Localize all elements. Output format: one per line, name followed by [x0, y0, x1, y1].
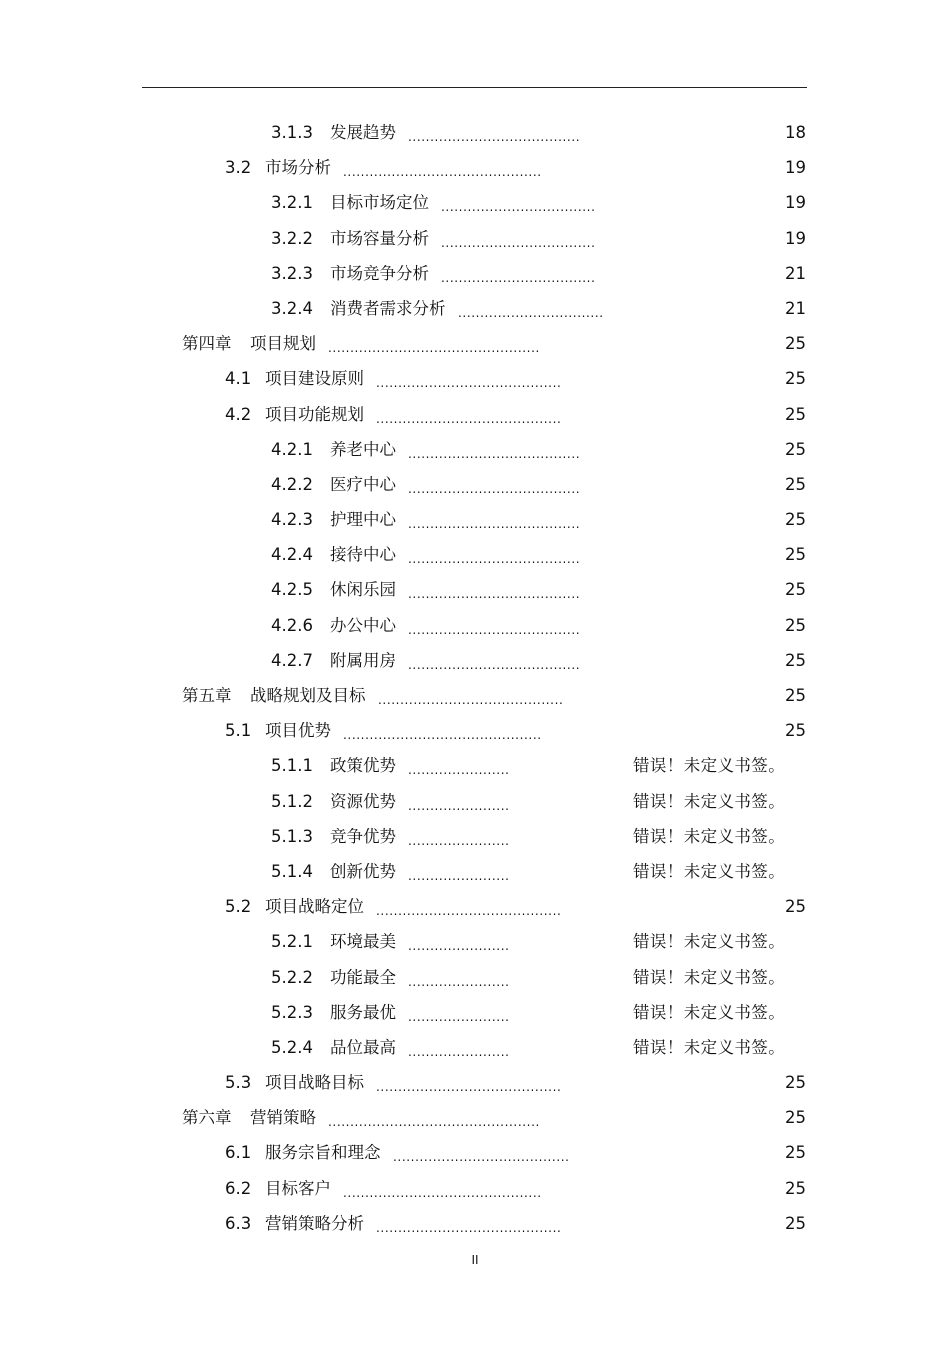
toc-entry-number: 4.2.5 — [271, 580, 313, 600]
toc-entry-title: 护理中心 — [330, 510, 396, 530]
toc-entry[interactable] — [0, 363, 950, 398]
toc-entry[interactable] — [0, 504, 950, 539]
toc-entry-page: 错误！未定义书签。 — [633, 791, 786, 811]
toc-entry-number: 第五章 — [182, 686, 232, 705]
toc-leader-dots: .......................................... — [378, 693, 564, 707]
toc-leader-dots: .......................................... — [376, 376, 562, 391]
toc-entry-number: 3.1.3 — [271, 123, 313, 142]
toc-leader-dots: ....................................... — [408, 587, 581, 602]
toc-entry-title: 市场容量分析 — [330, 228, 429, 248]
toc-entry[interactable] — [0, 856, 950, 891]
toc-entry-number: 3.2 — [225, 158, 252, 178]
toc-entry[interactable] — [0, 434, 950, 469]
toc-entry[interactable] — [0, 821, 950, 856]
toc-leader-dots: ................................................ — [328, 1115, 540, 1130]
toc-entry-title: 品位最高 — [330, 1037, 396, 1057]
toc-entry-title: 营销策略分析 — [265, 1213, 364, 1233]
toc-entry-number: 5.2.1 — [271, 932, 313, 952]
toc-leader-dots: ....................... — [408, 833, 510, 848]
toc-entry-page: 21 — [785, 298, 806, 318]
toc-entry[interactable] — [0, 786, 950, 821]
toc-entry-number: 4.1 — [225, 369, 252, 389]
toc-leader-dots: ....................... — [408, 763, 510, 778]
toc-entry-page: 25 — [785, 580, 806, 600]
toc-entry-title: 目标客户 — [265, 1178, 331, 1198]
toc-entry-page: 错误！未定义书签。 — [633, 861, 786, 881]
toc-leader-dots: ....................................... — [408, 446, 581, 461]
toc-entry[interactable] — [0, 1208, 950, 1243]
toc-entry-title: 项目优势 — [265, 721, 331, 741]
toc-entry-page: 25 — [785, 897, 806, 917]
toc-entry-title: 创新优势 — [330, 861, 396, 881]
toc-entry-page: 19 — [785, 158, 806, 178]
toc-entry-title: 养老中心 — [330, 439, 396, 459]
toc-leader-dots: ....................................... — [408, 622, 581, 637]
toc-entry-page: 25 — [785, 1143, 806, 1163]
toc-leader-dots: ....................... — [408, 939, 510, 954]
toc-entry-title: 项目建设原则 — [265, 369, 364, 389]
toc-leader-dots: .......................................... — [376, 904, 562, 919]
toc-entry-number: 5.3 — [225, 1073, 252, 1093]
toc-entry-number: 3.2.4 — [271, 298, 313, 318]
toc-leader-dots: ................................... — [441, 270, 596, 285]
toc-entry-title: 项目功能规划 — [265, 404, 364, 424]
toc-entry-title: 服务宗旨和理念 — [265, 1143, 381, 1163]
toc-leader-dots: ................................. — [458, 305, 604, 320]
toc-entry-number: 5.1.1 — [271, 756, 313, 776]
toc-entry[interactable] — [0, 574, 950, 609]
toc-entry[interactable] — [0, 645, 950, 680]
toc-leader-dots: ....................................... — [408, 130, 581, 144]
toc-leader-dots: ....................................... — [408, 552, 581, 567]
toc-entry-number: 4.2.7 — [271, 650, 313, 670]
toc-entry[interactable] — [0, 399, 950, 434]
toc-entry-title: 附属用房 — [330, 650, 396, 670]
toc-entry[interactable] — [0, 328, 950, 363]
toc-entry[interactable] — [0, 1173, 950, 1208]
toc-leader-dots: .......................................... — [376, 1080, 562, 1095]
toc-entry-number: 4.2.4 — [271, 545, 313, 565]
toc-entry-page: 25 — [785, 1073, 806, 1093]
toc-entry-title: 消费者需求分析 — [330, 298, 446, 318]
toc-entry-title: 功能最全 — [330, 967, 396, 987]
toc-entry-title: 政策优势 — [330, 756, 396, 776]
toc-entry-number: 4.2.2 — [271, 474, 313, 494]
toc-entry-page: 25 — [785, 1213, 806, 1233]
toc-entry[interactable] — [0, 891, 950, 926]
toc-leader-dots: ....................... — [408, 974, 510, 989]
toc-entry-page: 25 — [785, 404, 806, 424]
toc-entry-title: 发展趋势 — [330, 123, 396, 142]
toc-leader-dots: ....................... — [408, 868, 510, 883]
toc-entry-page: 18 — [785, 123, 806, 142]
toc-entry-page: 25 — [785, 369, 806, 389]
toc-entry-page: 错误！未定义书签。 — [633, 826, 786, 846]
table-of-contents — [0, 117, 950, 1243]
toc-entry-page: 错误！未定义书签。 — [633, 1002, 786, 1022]
toc-entry[interactable] — [0, 962, 950, 997]
toc-entry-page: 错误！未定义书签。 — [633, 932, 786, 952]
toc-entry-page: 25 — [785, 334, 806, 354]
toc-entry[interactable] — [0, 750, 950, 785]
toc-entry-number: 第四章 — [182, 334, 232, 354]
toc-leader-dots: ................................................ — [328, 341, 540, 356]
toc-entry[interactable] — [0, 997, 950, 1032]
toc-leader-dots: ....................... — [408, 798, 510, 813]
toc-entry-title: 战略规划及目标 — [250, 686, 366, 705]
toc-entry-number: 5.2.4 — [271, 1037, 313, 1057]
toc-entry[interactable] — [0, 610, 950, 645]
toc-entry-number: 3.2.1 — [271, 193, 313, 213]
toc-entry[interactable] — [0, 469, 950, 504]
toc-leader-dots: ....................... — [408, 1009, 510, 1024]
toc-entry-number: 5.1.3 — [271, 826, 313, 846]
toc-entry-page: 错误！未定义书签。 — [633, 1037, 786, 1057]
toc-entry-number: 4.2.3 — [271, 510, 313, 530]
toc-entry-title: 目标市场定位 — [330, 193, 429, 213]
toc-entry-page: 25 — [785, 474, 806, 494]
toc-entry-number: 6.2 — [225, 1178, 252, 1198]
toc-entry-number: 3.2.3 — [271, 263, 313, 283]
toc-entry[interactable] — [0, 1032, 950, 1067]
toc-leader-dots: ................................... — [441, 200, 596, 215]
toc-entry[interactable] — [0, 715, 950, 750]
toc-entry-page: 19 — [785, 228, 806, 248]
toc-leader-dots: ............................................. — [343, 1185, 542, 1200]
toc-entry-page: 25 — [785, 439, 806, 459]
toc-entry-number: 5.1.2 — [271, 791, 313, 811]
toc-entry-page: 25 — [785, 545, 806, 565]
toc-entry-title: 休闲乐园 — [330, 580, 396, 600]
toc-entry-number: 5.2.2 — [271, 967, 313, 987]
toc-entry-number: 5.1.4 — [271, 861, 313, 881]
toc-entry-title: 接待中心 — [330, 545, 396, 565]
toc-entry-number: 5.2 — [225, 897, 252, 917]
toc-entry-page: 25 — [785, 615, 806, 635]
toc-leader-dots: ............................................. — [343, 165, 542, 180]
toc-entry[interactable] — [0, 258, 950, 293]
toc-entry-number: 5.2.3 — [271, 1002, 313, 1022]
toc-entry-page: 25 — [785, 1108, 806, 1128]
toc-entry-number: 4.2.6 — [271, 615, 313, 635]
toc-entry-number: 3.2.2 — [271, 228, 313, 248]
toc-entry[interactable] — [0, 117, 950, 152]
toc-entry-number: 5.1 — [225, 721, 252, 741]
toc-entry[interactable] — [0, 152, 950, 187]
toc-entry-page: 21 — [785, 263, 806, 283]
toc-entry-title: 环境最美 — [330, 932, 396, 952]
toc-entry[interactable] — [0, 1067, 950, 1102]
toc-entry-title: 营销策略 — [250, 1108, 316, 1128]
toc-leader-dots: .......................................... — [376, 1220, 562, 1235]
toc-entry-title: 项目战略目标 — [265, 1073, 364, 1093]
toc-entry-title: 竞争优势 — [330, 826, 396, 846]
toc-entry-number: 第六章 — [182, 1108, 232, 1128]
toc-entry-page: 错误！未定义书签。 — [633, 756, 786, 776]
toc-leader-dots: ....................................... — [408, 657, 581, 672]
toc-entry[interactable] — [0, 187, 950, 222]
toc-entry-title: 市场分析 — [265, 158, 331, 178]
toc-entry[interactable] — [0, 539, 950, 574]
toc-leader-dots: ........................................ — [393, 1150, 570, 1165]
toc-entry[interactable] — [0, 223, 950, 258]
toc-entry-title: 医疗中心 — [330, 474, 396, 494]
toc-leader-dots: ....................................... — [408, 481, 581, 496]
toc-entry-title: 资源优势 — [330, 791, 396, 811]
toc-entry-title: 办公中心 — [330, 615, 396, 635]
toc-entry-number: 6.3 — [225, 1213, 252, 1233]
toc-leader-dots: ....................................... — [408, 517, 581, 532]
toc-entry-number: 4.2 — [225, 404, 252, 424]
toc-leader-dots: .......................................... — [376, 411, 562, 426]
toc-entry-number: 6.1 — [225, 1143, 252, 1163]
toc-entry-page: 25 — [785, 721, 806, 741]
toc-entry-page: 19 — [785, 193, 806, 213]
toc-entry[interactable] — [0, 680, 950, 715]
toc-leader-dots: ....................... — [408, 1044, 510, 1059]
toc-entry-page: 25 — [785, 1178, 806, 1198]
header-rule — [142, 87, 807, 88]
toc-entry-number: 4.2.1 — [271, 439, 313, 459]
toc-entry-title: 市场竞争分析 — [330, 263, 429, 283]
toc-entry-title: 项目战略定位 — [265, 897, 364, 917]
toc-entry[interactable] — [0, 926, 950, 961]
toc-entry-page: 25 — [785, 650, 806, 670]
toc-entry-title: 项目规划 — [250, 334, 316, 354]
toc-entry-title: 服务最优 — [330, 1002, 396, 1022]
page-number: II — [471, 1253, 479, 1267]
toc-entry[interactable] — [0, 293, 950, 328]
toc-entry-page: 25 — [785, 686, 806, 705]
toc-leader-dots: ................................... — [441, 235, 596, 250]
toc-entry[interactable] — [0, 1102, 950, 1137]
toc-entry-page: 25 — [785, 510, 806, 530]
toc-entry-page: 错误！未定义书签。 — [633, 967, 786, 987]
toc-entry[interactable] — [0, 1137, 950, 1172]
toc-leader-dots: ............................................. — [343, 728, 542, 743]
